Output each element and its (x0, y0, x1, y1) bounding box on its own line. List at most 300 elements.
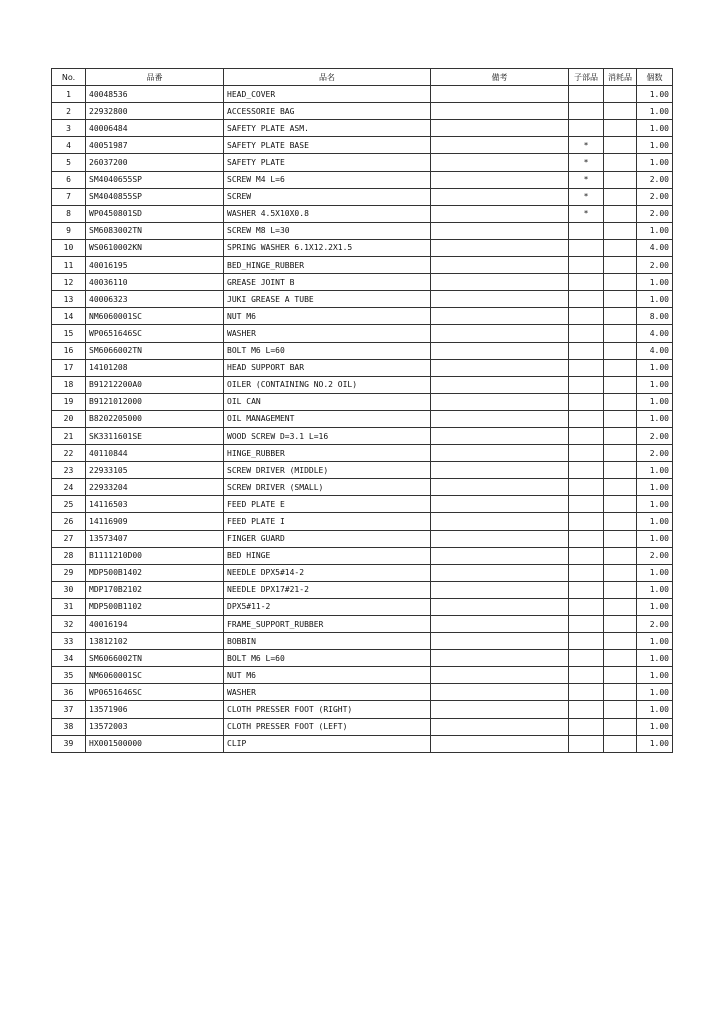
cell-remarks (431, 462, 569, 479)
cell-consumable (604, 103, 637, 120)
cell-child-part (569, 462, 604, 479)
header-remarks: 備考 (431, 69, 569, 86)
header-part-number: 品番 (86, 69, 224, 86)
cell-quantity: 2.00 (637, 171, 673, 188)
cell-consumable (604, 547, 637, 564)
cell-remarks (431, 274, 569, 291)
cell-remarks (431, 154, 569, 171)
cell-child-part (569, 701, 604, 718)
cell-quantity: 1.00 (637, 735, 673, 752)
table-row (52, 205, 673, 222)
cell-child-part (569, 530, 604, 547)
cell-remarks (431, 291, 569, 308)
cell-remarks (431, 564, 569, 581)
cell-consumable (604, 667, 637, 684)
cell-child-part (569, 359, 604, 376)
cell-child-part: * (569, 137, 604, 154)
cell-child-part (569, 393, 604, 410)
cell-remarks (431, 701, 569, 718)
cell-remarks (431, 86, 569, 103)
cell-part-name: FEED PLATE E (224, 496, 431, 513)
cell-remarks (431, 410, 569, 427)
table-row (52, 530, 673, 547)
cell-part-number: 40016195 (86, 257, 224, 274)
table-row (52, 547, 673, 564)
cell-no: 20 (52, 410, 86, 427)
header-part-name: 品名 (224, 69, 431, 86)
cell-part-number: SM6066002TN (86, 342, 224, 359)
cell-remarks (431, 513, 569, 530)
cell-no: 27 (52, 530, 86, 547)
cell-quantity: 1.00 (637, 154, 673, 171)
cell-child-part (569, 496, 604, 513)
cell-part-number: 22933204 (86, 479, 224, 496)
cell-part-number: 14116503 (86, 496, 224, 513)
cell-part-name: BED_HINGE_RUBBER (224, 257, 431, 274)
cell-consumable (604, 718, 637, 735)
cell-consumable (604, 291, 637, 308)
cell-part-name: FINGER GUARD (224, 530, 431, 547)
cell-child-part (569, 308, 604, 325)
cell-part-name: WASHER (224, 325, 431, 342)
cell-part-number: SM6083002TN (86, 222, 224, 239)
table-row (52, 325, 673, 342)
cell-part-number: WP0450801SD (86, 205, 224, 222)
cell-no: 33 (52, 633, 86, 650)
cell-part-name: NUT M6 (224, 308, 431, 325)
table-row (52, 188, 673, 205)
cell-quantity: 1.00 (637, 667, 673, 684)
cell-quantity: 1.00 (637, 701, 673, 718)
cell-consumable (604, 735, 637, 752)
cell-part-number: NM6060001SC (86, 308, 224, 325)
cell-remarks (431, 735, 569, 752)
cell-quantity: 1.00 (637, 718, 673, 735)
cell-remarks (431, 120, 569, 137)
cell-quantity: 1.00 (637, 86, 673, 103)
cell-child-part: * (569, 171, 604, 188)
cell-no: 14 (52, 308, 86, 325)
cell-part-name: OIL CAN (224, 393, 431, 410)
cell-no: 15 (52, 325, 86, 342)
cell-no: 9 (52, 222, 86, 239)
cell-no: 16 (52, 342, 86, 359)
cell-child-part (569, 103, 604, 120)
cell-quantity: 4.00 (637, 342, 673, 359)
table-row (52, 222, 673, 239)
cell-child-part (569, 633, 604, 650)
cell-consumable (604, 462, 637, 479)
cell-remarks (431, 616, 569, 633)
cell-quantity: 2.00 (637, 427, 673, 444)
cell-consumable (604, 410, 637, 427)
cell-part-number: MDP500B1402 (86, 564, 224, 581)
cell-part-number: 13572003 (86, 718, 224, 735)
cell-remarks (431, 342, 569, 359)
cell-part-name: SCREW DRIVER (SMALL) (224, 479, 431, 496)
cell-quantity: 1.00 (637, 581, 673, 598)
header-no: No. (52, 69, 86, 86)
cell-quantity: 1.00 (637, 222, 673, 239)
cell-consumable (604, 359, 637, 376)
table-row (52, 359, 673, 376)
cell-child-part (569, 479, 604, 496)
cell-consumable (604, 564, 637, 581)
table-row (52, 701, 673, 718)
cell-part-number: 22932800 (86, 103, 224, 120)
cell-part-number: SK3311601SE (86, 427, 224, 444)
cell-part-name: SAFETY PLATE (224, 154, 431, 171)
cell-no: 34 (52, 650, 86, 667)
cell-quantity: 4.00 (637, 239, 673, 256)
cell-quantity: 1.00 (637, 684, 673, 701)
cell-remarks (431, 359, 569, 376)
cell-quantity: 1.00 (637, 291, 673, 308)
cell-part-number: HX001500000 (86, 735, 224, 752)
cell-remarks (431, 188, 569, 205)
cell-no: 19 (52, 393, 86, 410)
header-child-part: 子部品 (569, 69, 604, 86)
cell-part-number: B91212200A0 (86, 376, 224, 393)
cell-no: 29 (52, 564, 86, 581)
table-row (52, 376, 673, 393)
table-row (52, 513, 673, 530)
cell-child-part (569, 222, 604, 239)
cell-child-part (569, 598, 604, 615)
cell-quantity: 4.00 (637, 325, 673, 342)
cell-child-part (569, 547, 604, 564)
cell-child-part (569, 410, 604, 427)
cell-part-name: SAFETY PLATE ASM. (224, 120, 431, 137)
cell-part-name: BOLT M6 L=60 (224, 342, 431, 359)
cell-child-part (569, 291, 604, 308)
cell-quantity: 2.00 (637, 445, 673, 462)
cell-child-part (569, 667, 604, 684)
cell-part-name: OILER (CONTAINING NO.2 OIL) (224, 376, 431, 393)
cell-no: 1 (52, 86, 86, 103)
cell-part-name: JUKI GREASE A TUBE (224, 291, 431, 308)
table-row (52, 308, 673, 325)
table-row (52, 239, 673, 256)
cell-quantity: 8.00 (637, 308, 673, 325)
cell-consumable (604, 120, 637, 137)
cell-part-number: 13573407 (86, 530, 224, 547)
cell-quantity: 1.00 (637, 513, 673, 530)
cell-consumable (604, 479, 637, 496)
cell-quantity: 1.00 (637, 137, 673, 154)
cell-no: 37 (52, 701, 86, 718)
cell-part-name: HEAD SUPPORT BAR (224, 359, 431, 376)
cell-no: 4 (52, 137, 86, 154)
cell-part-name: FEED PLATE I (224, 513, 431, 530)
cell-consumable (604, 274, 637, 291)
cell-no: 7 (52, 188, 86, 205)
cell-part-name: BOBBIN (224, 633, 431, 650)
cell-no: 36 (52, 684, 86, 701)
cell-part-name: WASHER 4.5X10X0.8 (224, 205, 431, 222)
table-row (52, 633, 673, 650)
cell-no: 18 (52, 376, 86, 393)
cell-part-name: WASHER (224, 684, 431, 701)
cell-part-name: FRAME_SUPPORT_RUBBER (224, 616, 431, 633)
cell-remarks (431, 667, 569, 684)
cell-quantity: 1.00 (637, 359, 673, 376)
cell-quantity: 1.00 (637, 650, 673, 667)
cell-consumable (604, 393, 637, 410)
cell-consumable (604, 598, 637, 615)
cell-consumable (604, 530, 637, 547)
cell-quantity: 1.00 (637, 376, 673, 393)
cell-no: 5 (52, 154, 86, 171)
cell-quantity: 1.00 (637, 479, 673, 496)
parts-list-table (51, 68, 673, 753)
table-row (52, 291, 673, 308)
table-row (52, 581, 673, 598)
cell-part-name: SCREW M8 L=30 (224, 222, 431, 239)
cell-quantity: 1.00 (637, 393, 673, 410)
cell-quantity: 2.00 (637, 257, 673, 274)
cell-part-name: NEEDLE DPX5#14-2 (224, 564, 431, 581)
table-row (52, 684, 673, 701)
cell-quantity: 2.00 (637, 616, 673, 633)
cell-child-part (569, 718, 604, 735)
cell-child-part (569, 120, 604, 137)
cell-remarks (431, 103, 569, 120)
cell-part-number: MDP500B1102 (86, 598, 224, 615)
cell-child-part (569, 735, 604, 752)
cell-consumable (604, 257, 637, 274)
cell-no: 6 (52, 171, 86, 188)
cell-consumable (604, 239, 637, 256)
cell-consumable (604, 513, 637, 530)
cell-quantity: 1.00 (637, 410, 673, 427)
cell-part-name: BOLT M6 L=60 (224, 650, 431, 667)
cell-consumable (604, 205, 637, 222)
cell-remarks (431, 222, 569, 239)
cell-part-name: NEEDLE DPX17#21-2 (224, 581, 431, 598)
cell-consumable (604, 427, 637, 444)
cell-quantity: 1.00 (637, 462, 673, 479)
cell-child-part (569, 342, 604, 359)
cell-remarks (431, 547, 569, 564)
cell-child-part (569, 616, 604, 633)
cell-no: 13 (52, 291, 86, 308)
table-row (52, 171, 673, 188)
table-header-row (52, 69, 673, 86)
cell-child-part (569, 274, 604, 291)
cell-part-name: WOOD SCREW D=3.1 L=16 (224, 427, 431, 444)
cell-child-part (569, 427, 604, 444)
cell-part-name: SCREW (224, 188, 431, 205)
cell-part-number: 22933105 (86, 462, 224, 479)
cell-consumable (604, 701, 637, 718)
table-row (52, 496, 673, 513)
header-quantity: 個数 (637, 69, 673, 86)
cell-child-part (569, 650, 604, 667)
cell-remarks (431, 496, 569, 513)
cell-consumable (604, 581, 637, 598)
cell-no: 21 (52, 427, 86, 444)
cell-part-number: 13812102 (86, 633, 224, 650)
cell-remarks (431, 633, 569, 650)
cell-consumable (604, 171, 637, 188)
cell-no: 35 (52, 667, 86, 684)
table-row (52, 257, 673, 274)
cell-part-number: SM6066002TN (86, 650, 224, 667)
table-row (52, 616, 673, 633)
cell-child-part (569, 564, 604, 581)
cell-part-name: HEAD_COVER (224, 86, 431, 103)
table-row (52, 564, 673, 581)
cell-consumable (604, 222, 637, 239)
cell-no: 38 (52, 718, 86, 735)
cell-no: 10 (52, 239, 86, 256)
table-row (52, 393, 673, 410)
cell-child-part (569, 376, 604, 393)
cell-part-name: GREASE JOINT B (224, 274, 431, 291)
cell-remarks (431, 308, 569, 325)
cell-consumable (604, 616, 637, 633)
table-row (52, 137, 673, 154)
cell-consumable (604, 376, 637, 393)
cell-consumable (604, 650, 637, 667)
cell-part-number: SM4040655SP (86, 171, 224, 188)
cell-consumable (604, 86, 637, 103)
cell-quantity: 1.00 (637, 103, 673, 120)
cell-child-part (569, 239, 604, 256)
cell-remarks (431, 393, 569, 410)
cell-part-number: MDP170B2102 (86, 581, 224, 598)
cell-remarks (431, 598, 569, 615)
cell-no: 12 (52, 274, 86, 291)
cell-part-number: WP0651646SC (86, 325, 224, 342)
cell-part-number: 40006484 (86, 120, 224, 137)
cell-consumable (604, 445, 637, 462)
table-row (52, 445, 673, 462)
table-row (52, 120, 673, 137)
cell-quantity: 1.00 (637, 530, 673, 547)
cell-remarks (431, 684, 569, 701)
table-row (52, 650, 673, 667)
cell-part-number: B8202205000 (86, 410, 224, 427)
cell-remarks (431, 581, 569, 598)
cell-part-name: HINGE_RUBBER (224, 445, 431, 462)
cell-quantity: 1.00 (637, 564, 673, 581)
cell-no: 2 (52, 103, 86, 120)
table-row (52, 718, 673, 735)
cell-part-number: 40048536 (86, 86, 224, 103)
cell-part-name: ACCESSORIE BAG (224, 103, 431, 120)
table-row (52, 427, 673, 444)
cell-no: 8 (52, 205, 86, 222)
cell-remarks (431, 650, 569, 667)
cell-part-name: DPX5#11-2 (224, 598, 431, 615)
cell-part-number: B9121012000 (86, 393, 224, 410)
cell-part-name: SAFETY PLATE BASE (224, 137, 431, 154)
cell-part-name: OIL MANAGEMENT (224, 410, 431, 427)
cell-consumable (604, 154, 637, 171)
cell-part-name: CLOTH PRESSER FOOT (RIGHT) (224, 701, 431, 718)
cell-consumable (604, 325, 637, 342)
cell-consumable (604, 188, 637, 205)
cell-no: 17 (52, 359, 86, 376)
table-row (52, 462, 673, 479)
cell-part-name: CLIP (224, 735, 431, 752)
table-row (52, 342, 673, 359)
cell-part-name: SCREW DRIVER (MIDDLE) (224, 462, 431, 479)
cell-quantity: 2.00 (637, 188, 673, 205)
cell-no: 30 (52, 581, 86, 598)
cell-consumable (604, 684, 637, 701)
cell-child-part (569, 445, 604, 462)
cell-no: 24 (52, 479, 86, 496)
cell-child-part: * (569, 154, 604, 171)
table-row (52, 274, 673, 291)
cell-no: 26 (52, 513, 86, 530)
cell-child-part (569, 684, 604, 701)
cell-remarks (431, 479, 569, 496)
cell-no: 28 (52, 547, 86, 564)
cell-remarks (431, 239, 569, 256)
cell-part-number: 40110844 (86, 445, 224, 462)
cell-part-number: 26037200 (86, 154, 224, 171)
cell-part-name: NUT M6 (224, 667, 431, 684)
cell-consumable (604, 633, 637, 650)
cell-quantity: 1.00 (637, 496, 673, 513)
cell-remarks (431, 205, 569, 222)
header-consumable: 消耗品 (604, 69, 637, 86)
cell-remarks (431, 376, 569, 393)
cell-quantity: 1.00 (637, 274, 673, 291)
table-row (52, 154, 673, 171)
cell-part-number: NM6060001SC (86, 667, 224, 684)
cell-child-part: * (569, 205, 604, 222)
cell-no: 11 (52, 257, 86, 274)
cell-part-name: SPRING WASHER 6.1X12.2X1.5 (224, 239, 431, 256)
table-row (52, 103, 673, 120)
table-row (52, 479, 673, 496)
cell-no: 25 (52, 496, 86, 513)
cell-quantity: 2.00 (637, 205, 673, 222)
cell-part-number: 40051987 (86, 137, 224, 154)
cell-quantity: 1.00 (637, 598, 673, 615)
cell-part-name: SCREW M4 L=6 (224, 171, 431, 188)
cell-part-number: WP0651646SC (86, 684, 224, 701)
cell-part-number: B1111210D00 (86, 547, 224, 564)
cell-remarks (431, 171, 569, 188)
cell-no: 32 (52, 616, 86, 633)
cell-part-number: 40036110 (86, 274, 224, 291)
cell-part-number: WS0610002KN (86, 239, 224, 256)
table-row (52, 598, 673, 615)
cell-no: 22 (52, 445, 86, 462)
cell-child-part (569, 325, 604, 342)
cell-child-part (569, 86, 604, 103)
cell-part-number: 40006323 (86, 291, 224, 308)
cell-child-part: * (569, 188, 604, 205)
cell-part-number: 40016194 (86, 616, 224, 633)
cell-no: 3 (52, 120, 86, 137)
cell-consumable (604, 496, 637, 513)
cell-remarks (431, 718, 569, 735)
table-row (52, 86, 673, 103)
cell-consumable (604, 342, 637, 359)
cell-child-part (569, 581, 604, 598)
cell-remarks (431, 137, 569, 154)
cell-quantity: 2.00 (637, 547, 673, 564)
cell-consumable (604, 308, 637, 325)
cell-part-name: BED HINGE (224, 547, 431, 564)
